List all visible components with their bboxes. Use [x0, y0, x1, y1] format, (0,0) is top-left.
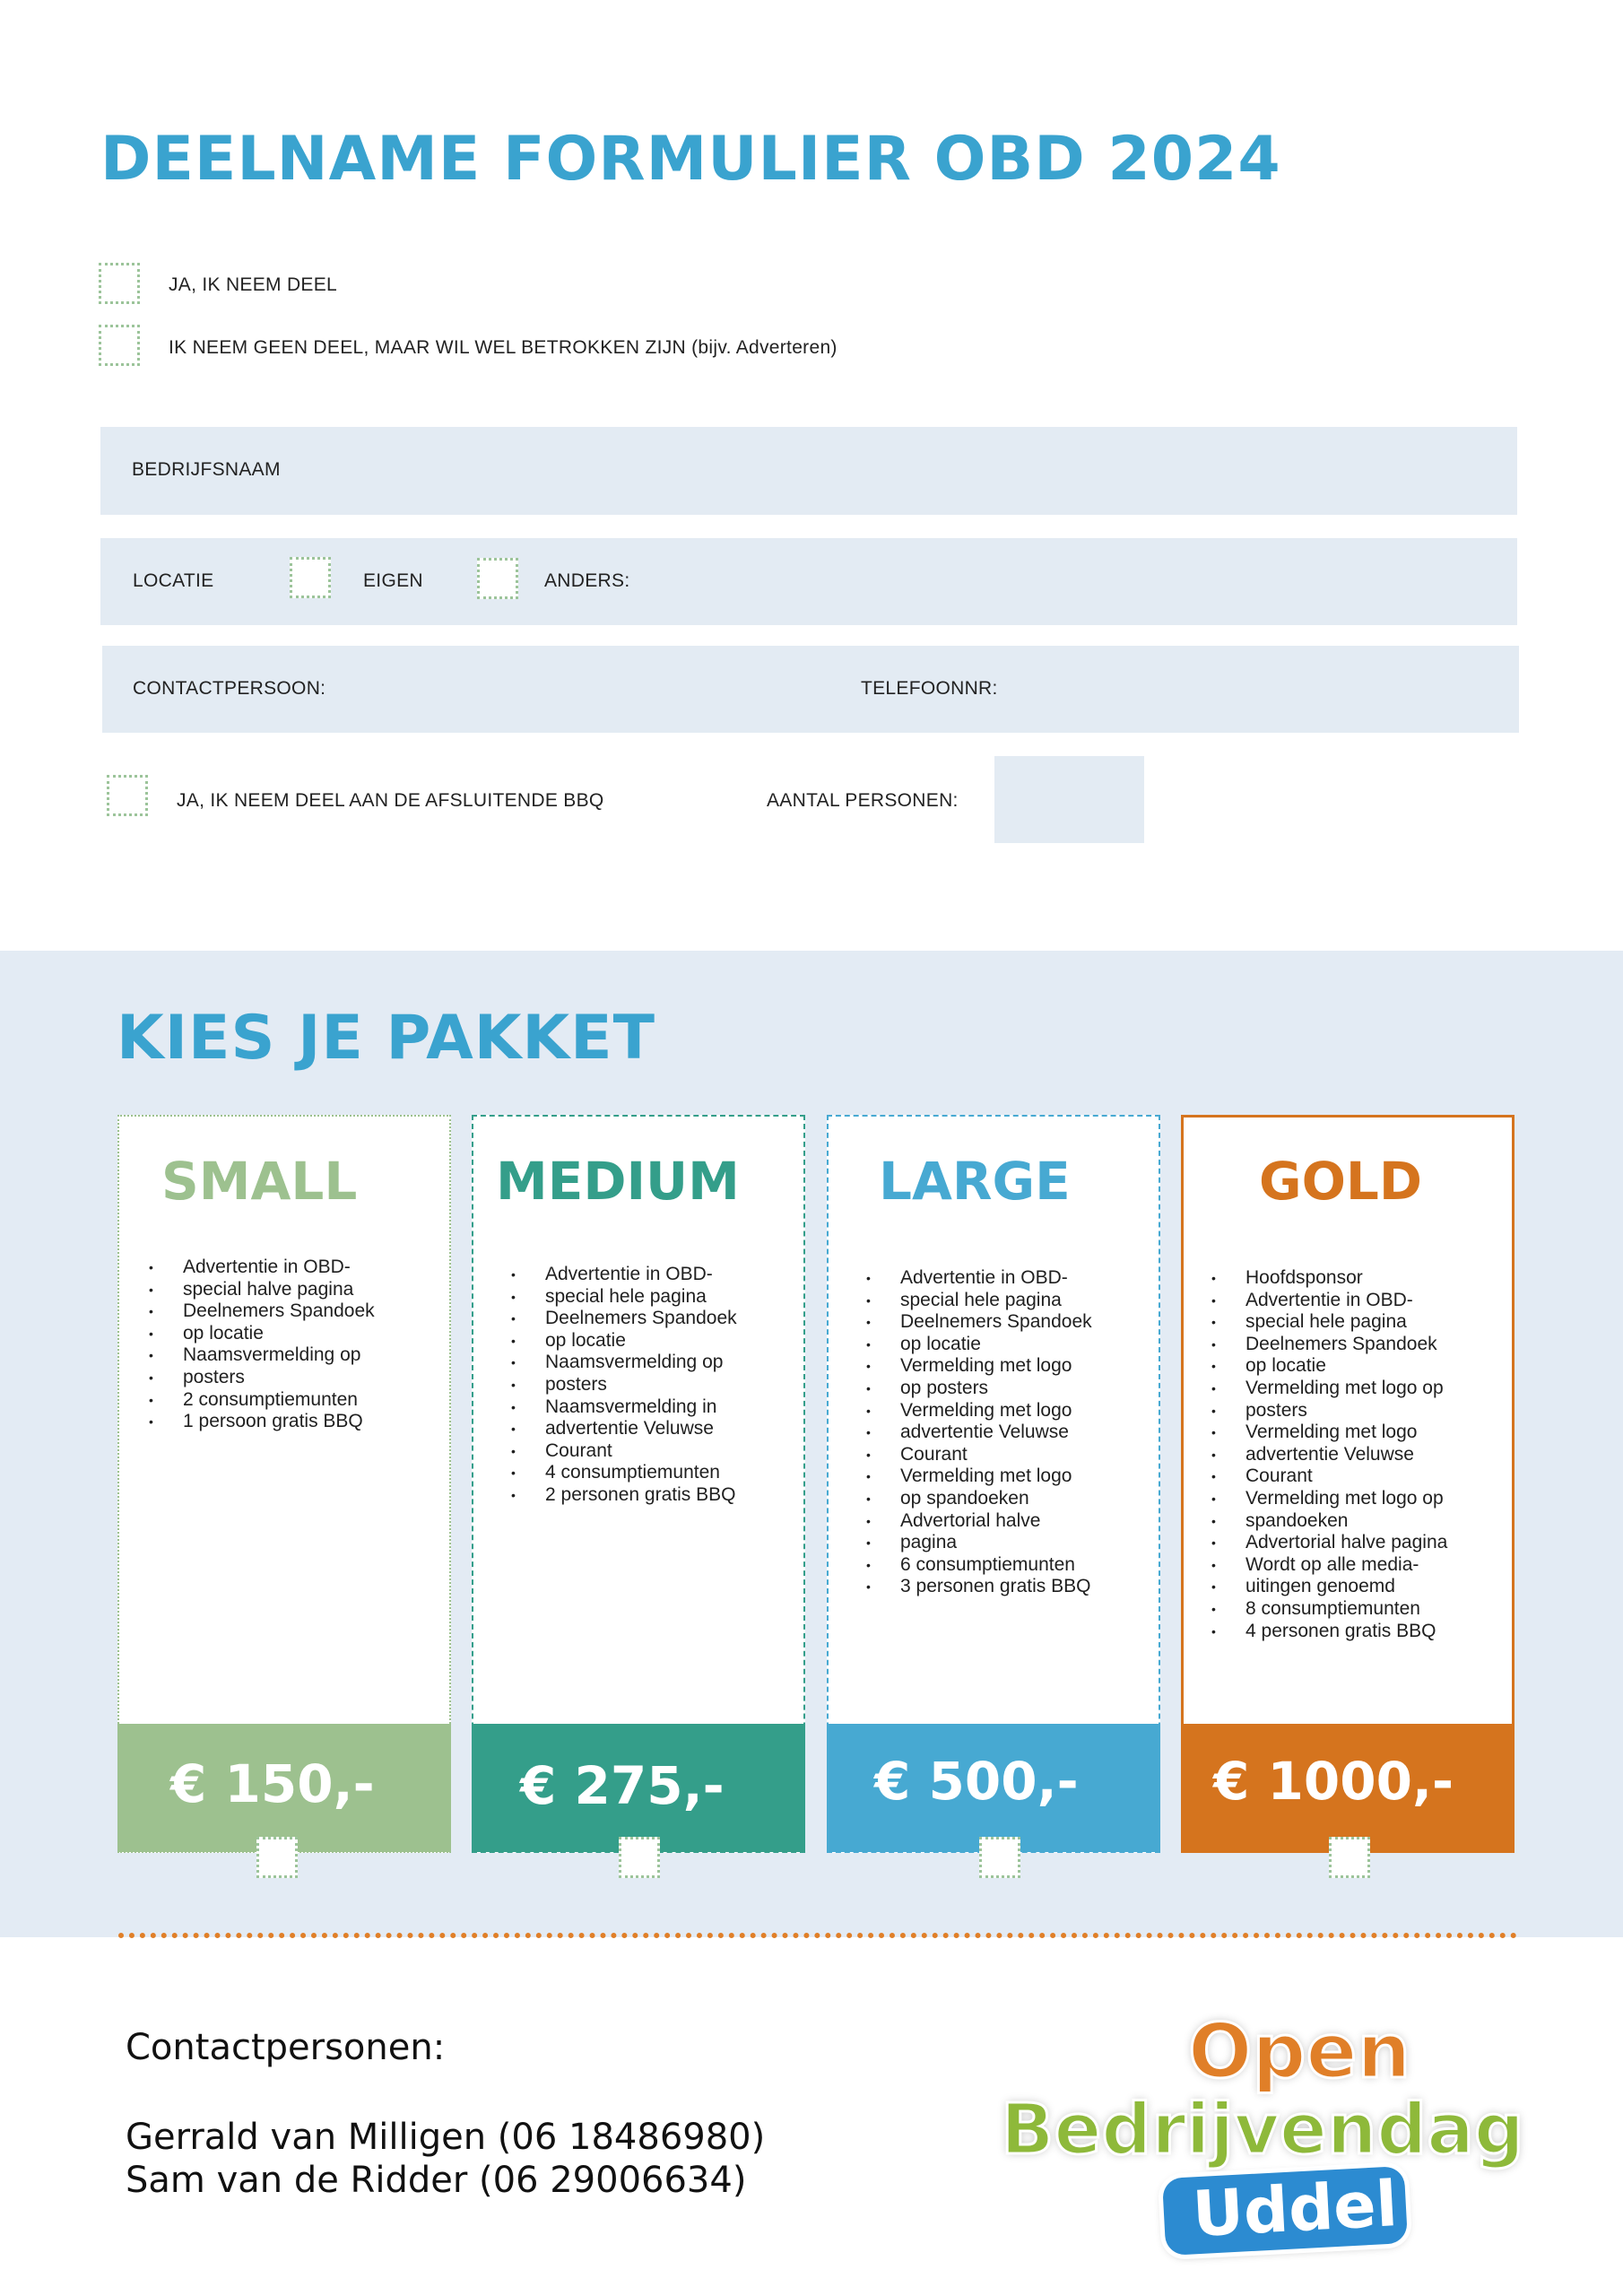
phone-label: TELEFOONNR: [861, 678, 998, 699]
feature-item: • op posters [866, 1378, 1135, 1400]
feature-item: • 1 persoon gratis BBQ [149, 1411, 409, 1433]
location-other-label: ANDERS: [544, 570, 630, 591]
logo-word-uddel: Uddel [1191, 2167, 1400, 2251]
feature-item: • posters [149, 1367, 409, 1389]
select-small-checkbox[interactable] [256, 1837, 298, 1878]
page-title: DEELNAME FORMULIER OBD 2024 [100, 124, 1281, 195]
feature-item: • Deelnemers Spandoek [866, 1311, 1135, 1334]
open-bedrijvendag-logo [995, 2000, 1524, 2251]
location-label: LOCATIE [133, 570, 214, 591]
feature-item: • Deelnemers Spandoek [149, 1300, 409, 1323]
feature-item: • op locatie [149, 1323, 409, 1345]
feature-item: • 6 consumptiemunten [866, 1554, 1135, 1577]
feature-item: • pagina [866, 1532, 1135, 1554]
feature-item: • Advertentie in OBD- [1211, 1290, 1498, 1312]
feature-item: • op locatie [866, 1334, 1135, 1356]
feature-item: • Hoofdsponsor [1211, 1267, 1498, 1290]
contact-person-1: Gerrald van Milligen (06 18486980) [126, 2117, 766, 2158]
feature-item: • 3 personen gratis BBQ [866, 1576, 1135, 1598]
contact-person-2: Sam van de Ridder (06 29006634) [126, 2160, 747, 2201]
feature-item: • special halve pagina [149, 1279, 409, 1301]
participate-checkbox[interactable] [99, 263, 140, 304]
company-name-field[interactable] [100, 427, 1517, 515]
feature-item: • special hele pagina [511, 1286, 780, 1309]
participate-label: JA, IK NEEM DEEL [169, 274, 338, 295]
feature-item: • Vermelding met logo op [1211, 1488, 1498, 1510]
feature-item: • special hele pagina [866, 1290, 1135, 1312]
feature-item: • Naamsvermelding in [511, 1396, 780, 1419]
price-medium: € 275,- [520, 1755, 725, 1816]
bbq-label: JA, IK NEEM DEEL AAN DE AFSLUITENDE BBQ [177, 790, 604, 811]
feature-item: • advertentie Veluwse [866, 1422, 1135, 1444]
feature-item: • 4 personen gratis BBQ [1211, 1621, 1498, 1643]
package-title-small: SMALL [161, 1151, 358, 1212]
persons-count-input[interactable] [994, 756, 1144, 843]
feature-item: • 4 consumptiemunten [511, 1462, 780, 1484]
location-own-checkbox[interactable] [290, 557, 331, 598]
feature-item: • posters [511, 1374, 780, 1396]
feature-item: • special hele pagina [1211, 1311, 1498, 1334]
location-own-label: EIGEN [363, 570, 423, 591]
feature-item: • Advertentie in OBD- [149, 1257, 409, 1279]
select-gold-checkbox[interactable] [1329, 1837, 1370, 1878]
price-gold: € 1000,- [1213, 1751, 1454, 1812]
package-features-large [866, 1267, 1135, 1598]
feature-item: • Vermelding met logo [866, 1400, 1135, 1422]
feature-item: • Advertentie in OBD- [511, 1264, 780, 1286]
feature-item: • uitingen genoemd [1211, 1576, 1498, 1598]
feature-item: • advertentie Veluwse [511, 1418, 780, 1440]
feature-item: • Wordt op alle media- [1211, 1554, 1498, 1577]
feature-item: • Courant [1211, 1465, 1498, 1488]
feature-item: • op spandoeken [866, 1488, 1135, 1510]
feature-item: • op locatie [511, 1330, 780, 1352]
package-title-large: LARGE [879, 1151, 1071, 1212]
feature-item: • 8 consumptiemunten [1211, 1598, 1498, 1621]
feature-item: • Deelnemers Spandoek [511, 1308, 780, 1330]
feature-item: • Vermelding met logo op [1211, 1378, 1498, 1400]
feature-item: • spandoeken [1211, 1510, 1498, 1533]
company-name-label: BEDRIJFSNAAM [132, 459, 281, 480]
persons-label: AANTAL PERSONEN: [767, 790, 959, 811]
package-title-gold: GOLD [1259, 1151, 1423, 1212]
contact-person-label: CONTACTPERSOON: [133, 678, 326, 699]
feature-item: • Vermelding met logo [1211, 1422, 1498, 1444]
contacts-heading: Contactpersonen: [126, 2027, 446, 2068]
logo-word-bedrijvendag: Bedrijvendag [1001, 2090, 1524, 2170]
feature-item: • op locatie [1211, 1355, 1498, 1378]
feature-item: • posters [1211, 1400, 1498, 1422]
involved-label: IK NEEM GEEN DEEL, MAAR WIL WEL BETROKKEN ZIJN (bijv. Adverteren) [169, 337, 838, 358]
packages-heading: KIES JE PAKKET [117, 1003, 655, 1074]
location-other-checkbox[interactable] [477, 558, 518, 599]
feature-item: • Vermelding met logo [866, 1465, 1135, 1488]
package-features-medium [511, 1264, 780, 1507]
feature-item: • advertentie Veluwse [1211, 1444, 1498, 1466]
feature-item: • 2 personen gratis BBQ [511, 1484, 780, 1507]
dotted-separator [118, 1933, 1517, 1938]
package-features-small [149, 1257, 409, 1433]
select-medium-checkbox[interactable] [619, 1837, 660, 1878]
price-large: € 500,- [874, 1751, 1079, 1812]
feature-item: • Courant [511, 1440, 780, 1463]
feature-item: • Advertentie in OBD- [866, 1267, 1135, 1290]
feature-item: • Advertorial halve [866, 1510, 1135, 1533]
logo-word-open: Open [1188, 2007, 1411, 2095]
feature-item: • Naamsvermelding op [149, 1344, 409, 1367]
feature-item: • Vermelding met logo [866, 1355, 1135, 1378]
select-large-checkbox[interactable] [979, 1837, 1020, 1878]
feature-item: • Deelnemers Spandoek [1211, 1334, 1498, 1356]
involved-checkbox[interactable] [99, 325, 140, 366]
feature-item: • Courant [866, 1444, 1135, 1466]
feature-item: • Naamsvermelding op [511, 1352, 780, 1374]
bbq-checkbox[interactable] [107, 775, 148, 816]
feature-item: • Advertorial halve pagina [1211, 1532, 1498, 1554]
package-features-gold [1211, 1267, 1498, 1642]
price-small: € 150,- [170, 1753, 375, 1814]
package-title-medium: MEDIUM [496, 1151, 740, 1212]
feature-item: • 2 consumptiemunten [149, 1389, 409, 1412]
